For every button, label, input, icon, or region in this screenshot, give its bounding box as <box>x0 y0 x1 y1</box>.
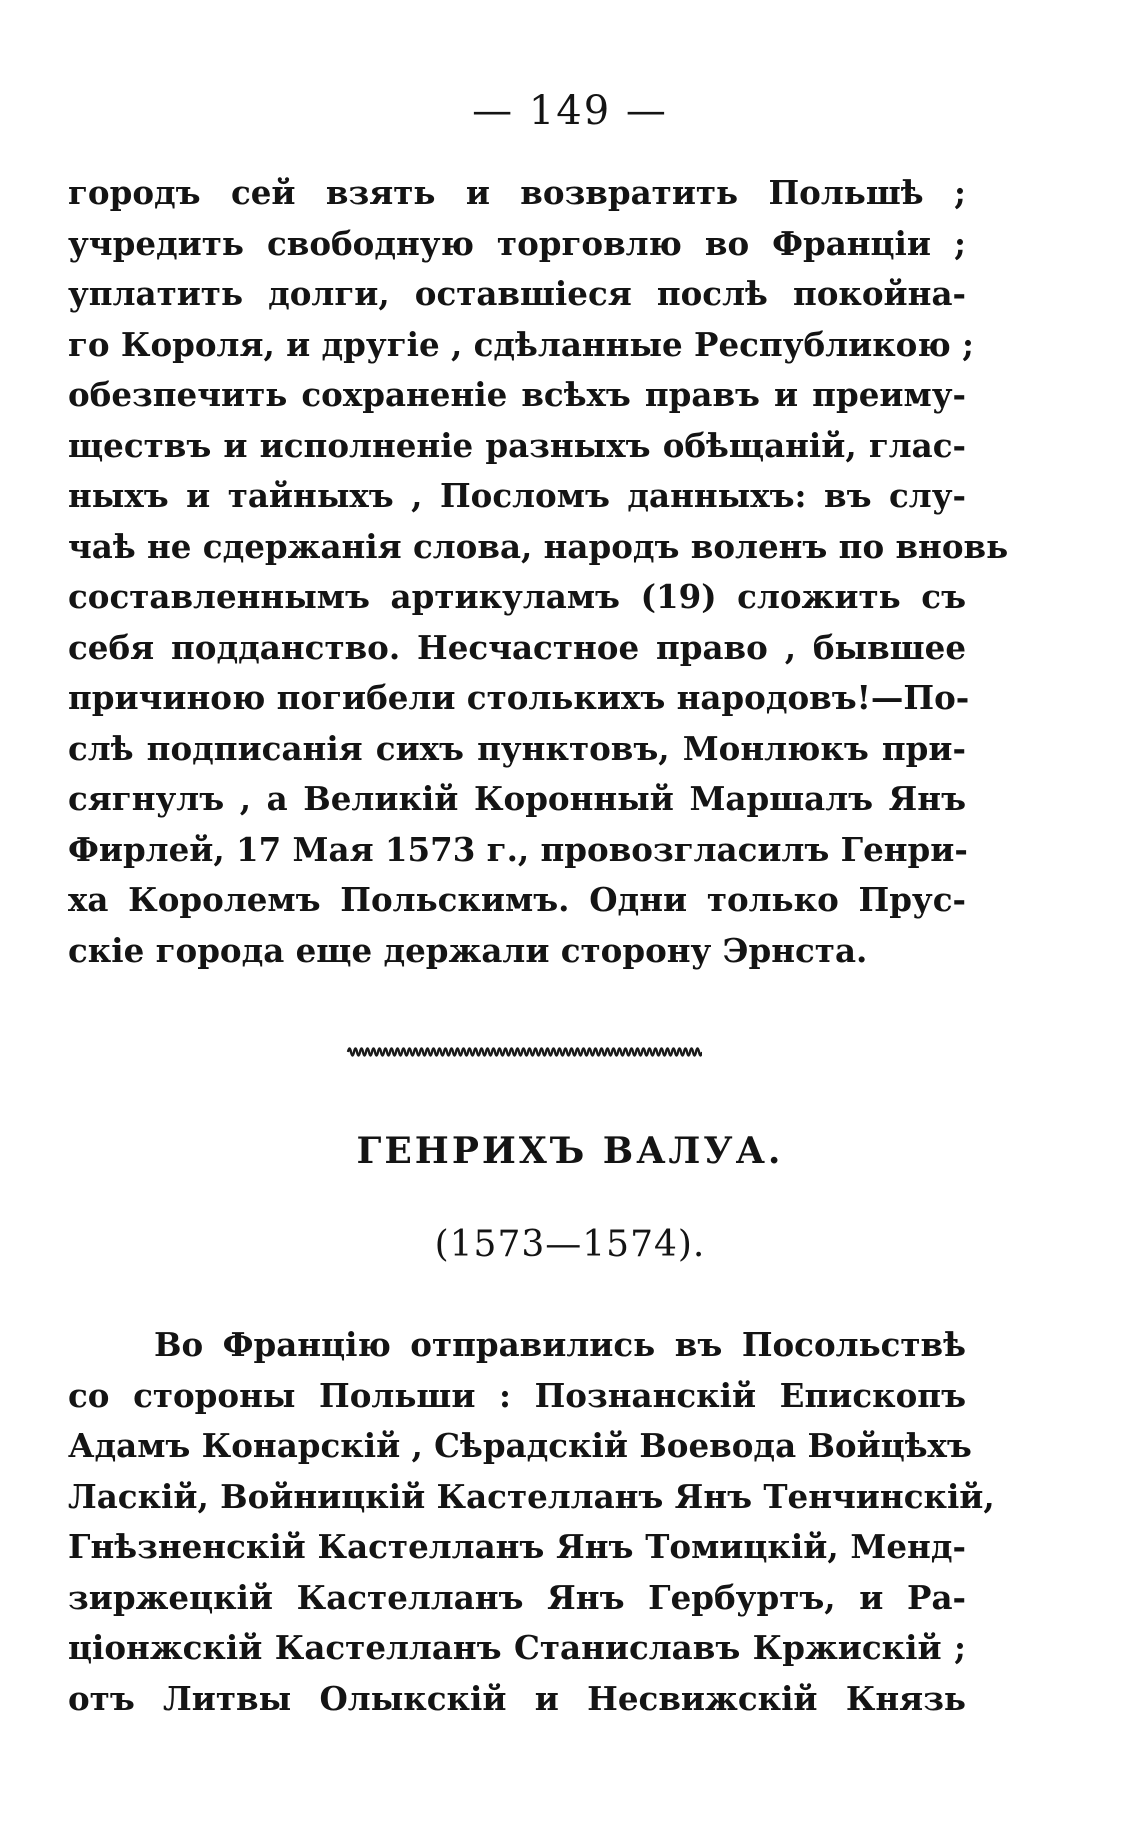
paragraph-1 <box>68 168 1009 976</box>
text-line: Фирлей, 17 Мая 1573 г., провозгласилъ Генри- <box>68 829 968 869</box>
text-line: Гнѣзненскій Кастелланъ Янъ Томицкій, Менд- <box>68 1527 966 1566</box>
text-line: го Короля, и другіе , сдѣланные Республикою ; <box>68 324 975 364</box>
text-line: уплатить долги, оставшіеся послѣ покойна- <box>68 274 966 313</box>
text-line: зиржецкій Кастелланъ Янъ Гербуртъ, и Ра- <box>68 1577 966 1617</box>
section-title: ГЕНРИХЪ ВАЛУА. <box>356 1130 784 1172</box>
page-number: — 149 — <box>472 88 668 134</box>
text-line: составленнымъ артикуламъ (19) сложить съ <box>68 577 966 616</box>
text-line: Во Францію отправились въ Посольствѣ <box>154 1325 966 1364</box>
text-line: учредить свободную торговлю во Франціи ; <box>68 223 966 263</box>
text-line: Ласкій, Войницкій Кастелланъ Янъ Тенчинскій, <box>68 1476 995 1516</box>
text-line: себя подданство. Несчастное право , бывшее <box>68 627 966 667</box>
section-years: (1573—1574). <box>434 1224 706 1265</box>
wavy-divider <box>346 1040 702 1064</box>
text-line: ха Королемъ Польскимъ. Одни только Прус- <box>68 880 966 919</box>
text-line: отъ Литвы Олыкскій и Несвижскій Князь <box>68 1678 966 1718</box>
text-line: ціонжскій Кастелланъ Станиславъ Кржискій ; <box>68 1628 966 1667</box>
text-line: скіе города еще держали сторону Эрнста. <box>68 930 868 970</box>
paragraph-2 <box>68 1320 995 1724</box>
text-line: ныхъ и тайныхъ , Посломъ данныхъ: въ слу- <box>68 476 966 515</box>
text-line: ществъ и исполненіе разныхъ обѣщаній, глас- <box>68 425 966 465</box>
text-line: Адамъ Конарскій , Сѣрадскій Воевода Войцѣхъ <box>68 1426 972 1465</box>
text-line: чаѣ не сдержанія слова, народъ воленъ по вновь <box>68 526 1009 566</box>
text-line: со стороны Польши : Познанскій Епископъ <box>68 1375 966 1415</box>
text-line: городъ сей взять и возвратить Польшѣ ; <box>68 173 966 212</box>
text-line: причиною погибели столькихъ народовъ!—По- <box>68 678 970 717</box>
text-line: сягнулъ , а Великій Коронный Маршалъ Янъ <box>68 779 966 818</box>
text-line: обезпечить сохраненіе всѣхъ правъ и преиму- <box>68 375 966 414</box>
text-line: слѣ подписанія сихъ пунктовъ, Монлюкъ при- <box>68 728 966 768</box>
